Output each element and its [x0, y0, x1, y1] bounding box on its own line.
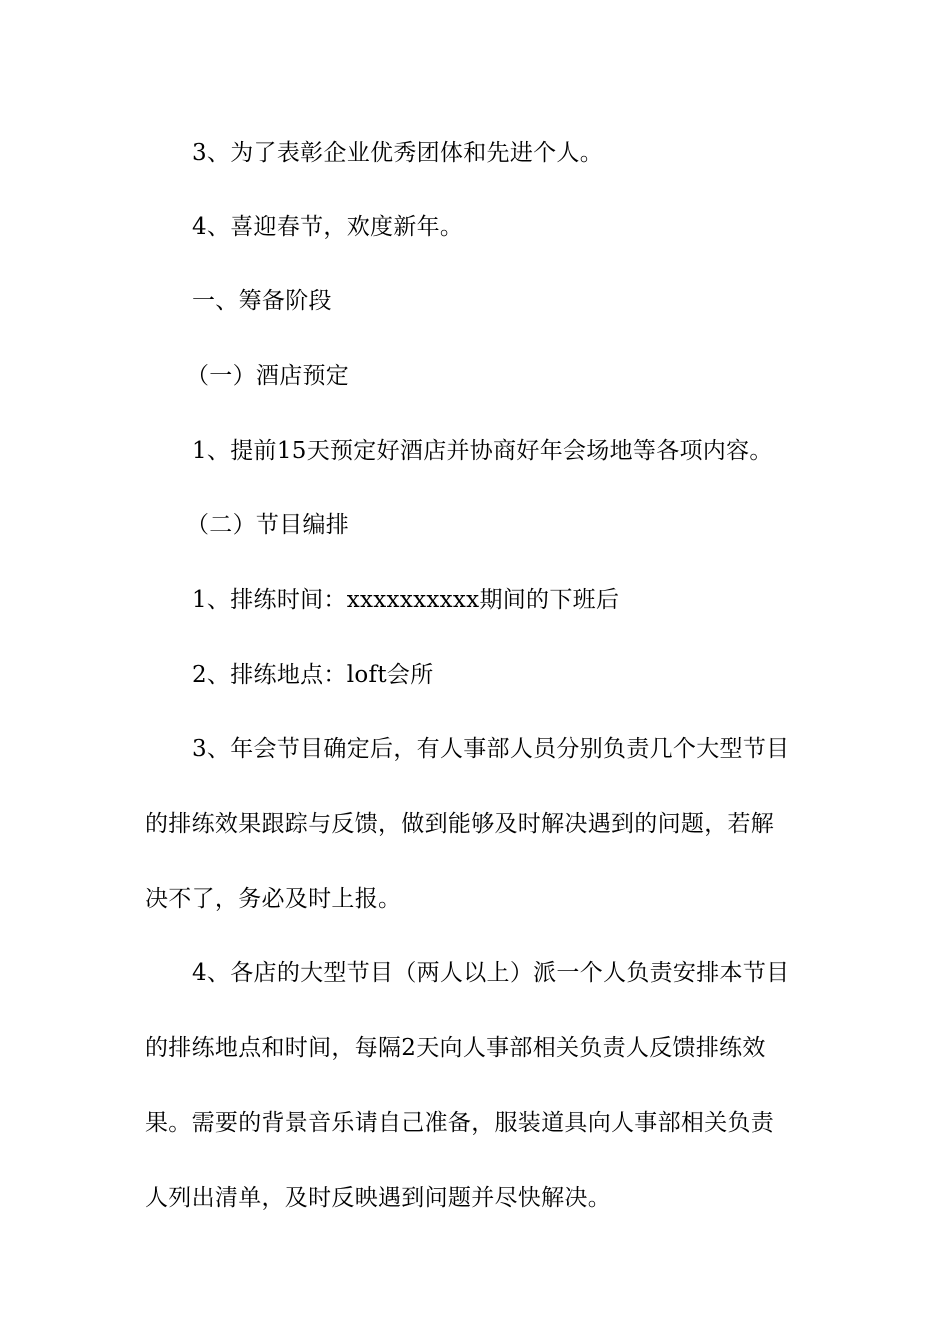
- paragraph-rehearsal-place: 2、排练地点：loft会所: [192, 662, 434, 688]
- paragraph-program-4-line-3: 果。需要的背景音乐请自己准备，服装道具向人事部相关负责: [145, 1110, 775, 1136]
- paragraph-rehearsal-time: 1、排练时间：xxxxxxxxxx期间的下班后: [192, 587, 620, 613]
- paragraph-program-3-line-2: 的排练效果跟踪与反馈，做到能够及时解决遇到的问题，若解: [145, 811, 775, 837]
- paragraph-goal-4: 4、喜迎春节，欢度新年。: [192, 214, 464, 240]
- paragraph-program-3-line-1: 3、年会节目确定后，有人事部人员分别负责几个大型节目: [192, 736, 790, 762]
- subsection-heading-program: （二）节目编排: [186, 512, 350, 538]
- paragraph-program-4-line-4: 人列出清单，及时反映遇到问题并尽快解决。: [145, 1185, 611, 1211]
- section-heading-preparation: 一、筹备阶段: [192, 288, 332, 314]
- paragraph-program-3-line-3: 决不了，务必及时上报。: [145, 886, 402, 912]
- subsection-heading-hotel: （一）酒店预定: [186, 363, 350, 389]
- paragraph-goal-3: 3、为了表彰企业优秀团体和先进个人。: [192, 140, 604, 166]
- paragraph-program-4-line-2: 的排练地点和时间，每隔2天向人事部相关负责人反馈排练效: [145, 1035, 766, 1061]
- paragraph-program-4-line-1: 4、各店的大型节目（两人以上）派一个人负责安排本节目: [192, 960, 790, 986]
- paragraph-hotel-1: 1、提前15天预定好酒店并协商好年会场地等各项内容。: [192, 438, 773, 464]
